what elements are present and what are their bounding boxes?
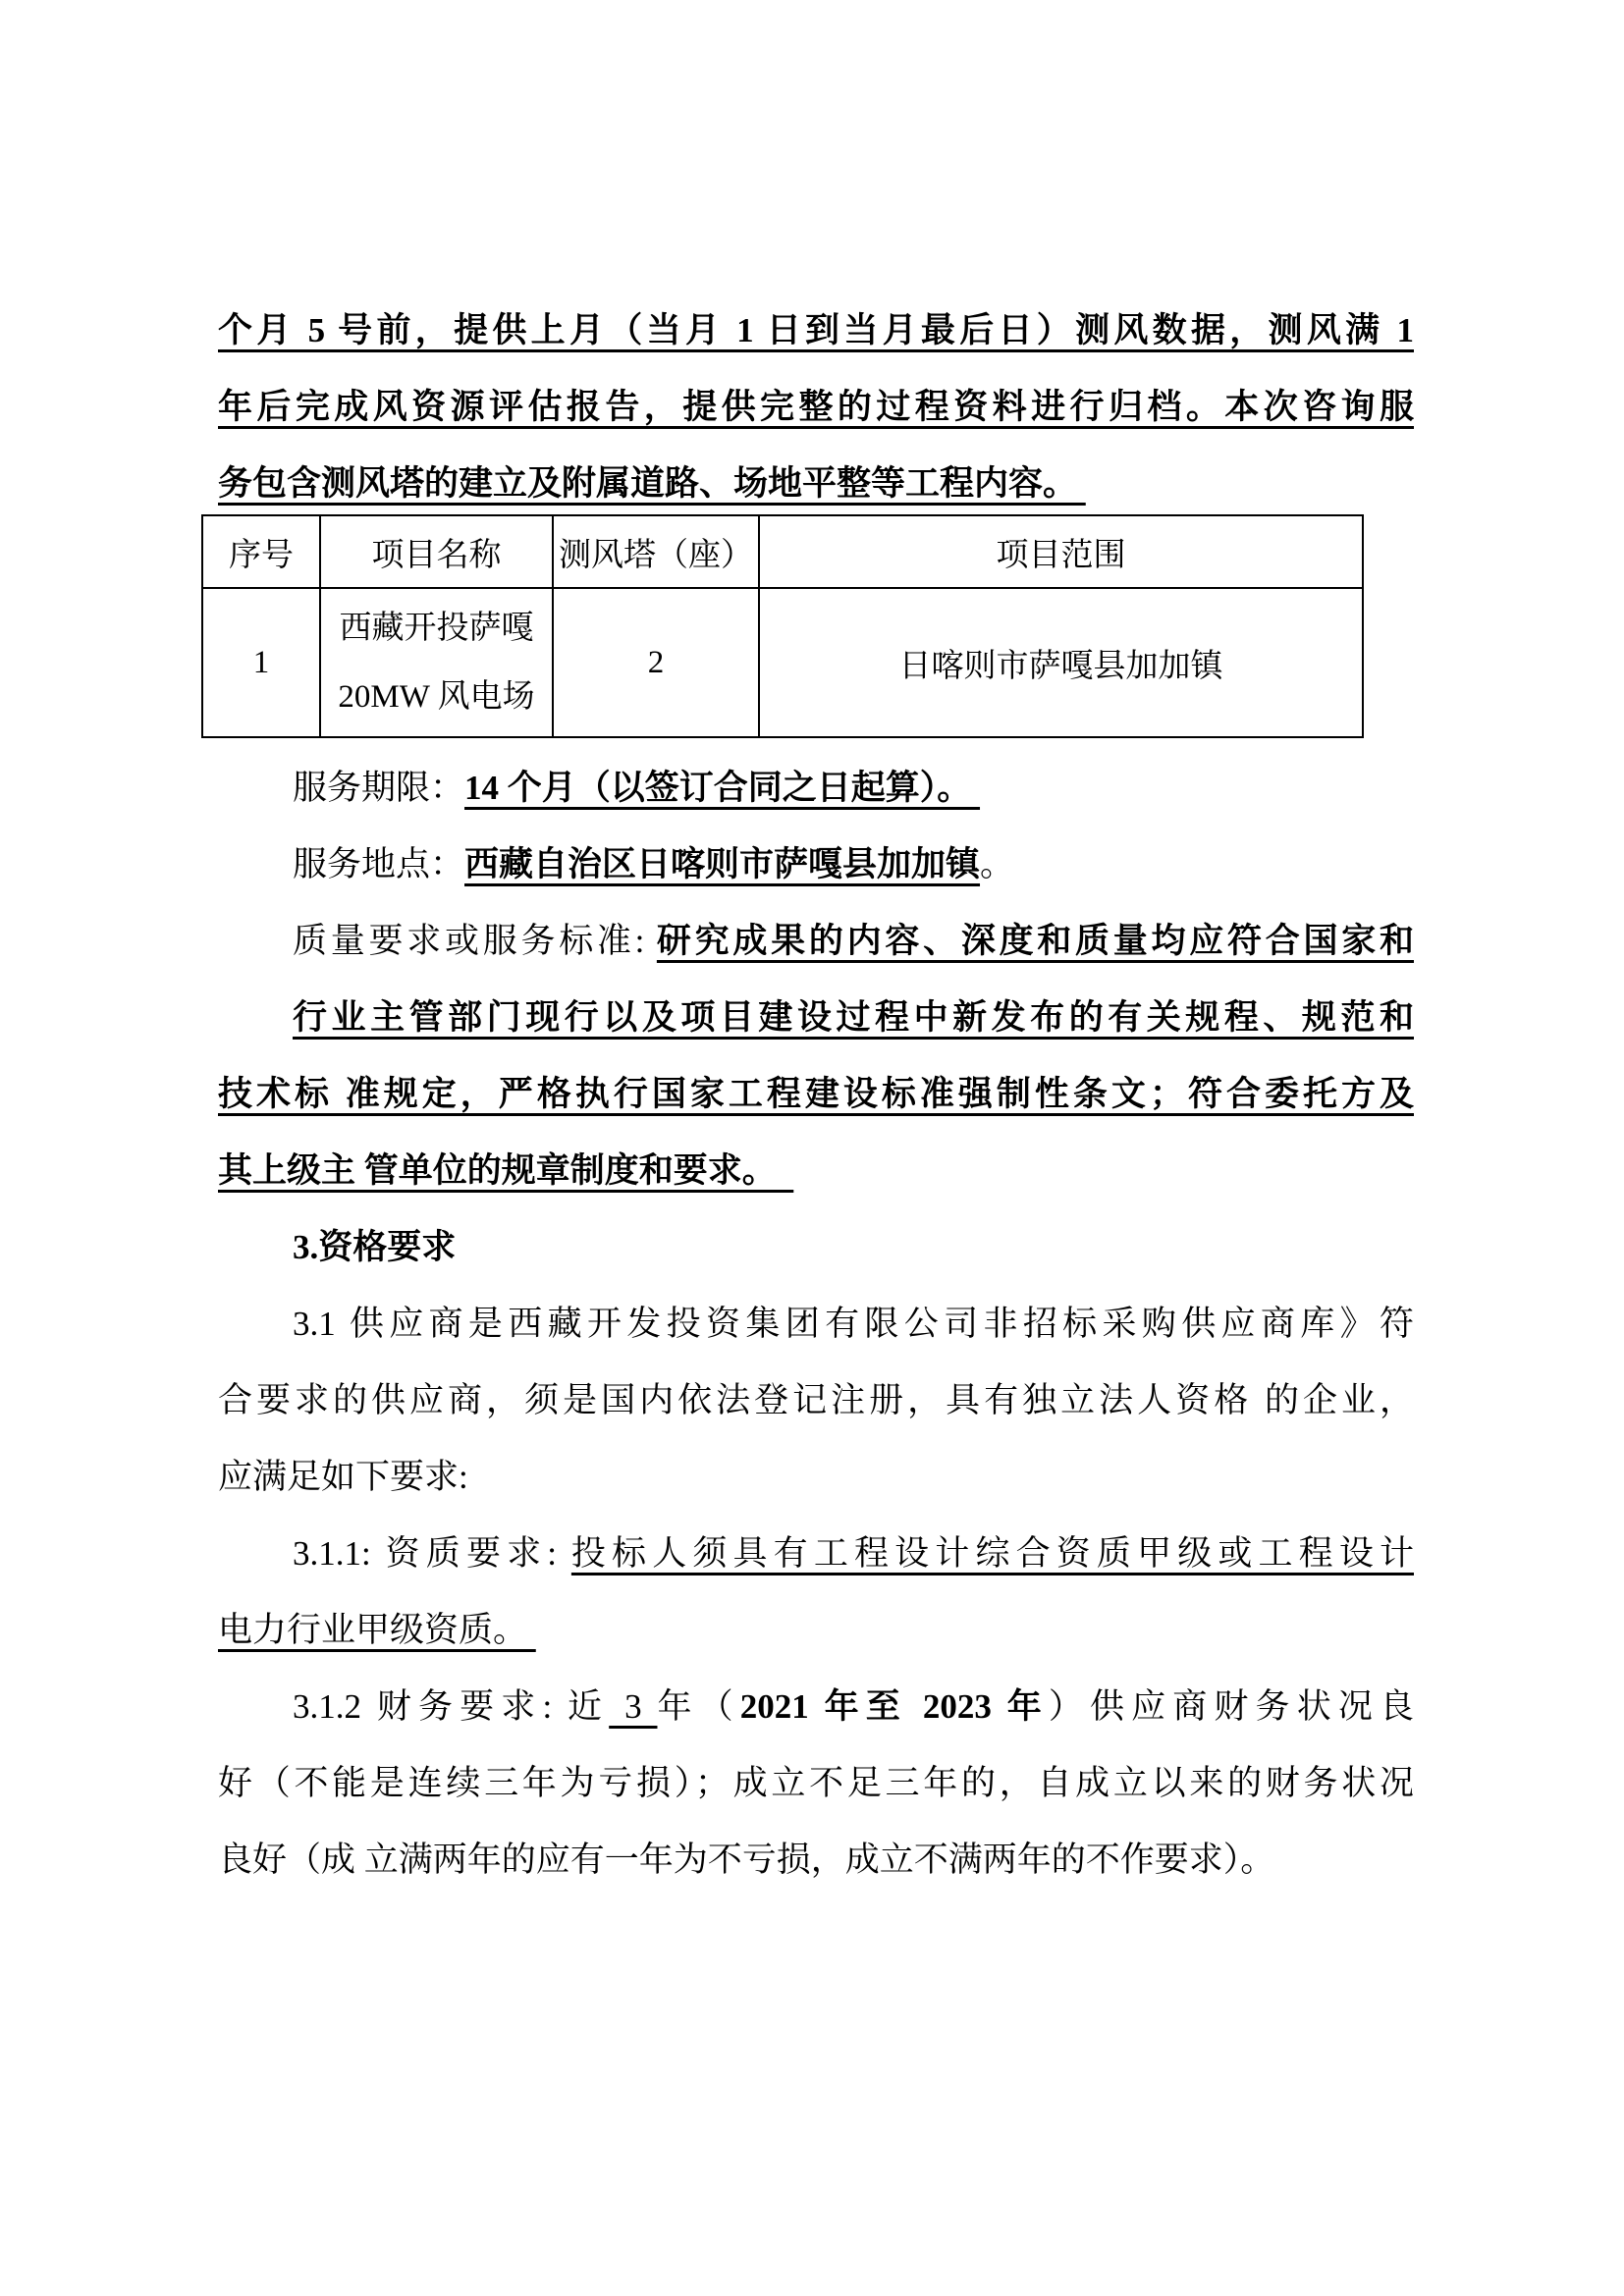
underlined-text-segment: 3 [609, 1687, 658, 1726]
text-line [218, 369, 1414, 446]
text-segment: 。 [980, 845, 1015, 883]
underlined-text-segment: 西藏自治区日喀则市萨嘎县加加镇 [464, 845, 981, 883]
text-segment: 3.1.2 财务要求: 近 [293, 1687, 610, 1726]
underlined-text-segment: 技术标 准规定，严格执行国家工程建设标准强制性条文；符合委托方及 [218, 1075, 1414, 1113]
text-line [218, 903, 1414, 980]
text-line [218, 1209, 1414, 1286]
table-header-project-scope: 项目范围 [759, 515, 1363, 588]
table-row [202, 588, 1363, 737]
text-segment: 服务期限： [293, 769, 465, 807]
text-segment: 好（不能是连续三年为亏损）；成立不足三年的，自成立以来的财务状况 [218, 1764, 1414, 1802]
text-line [218, 1745, 1414, 1822]
text-line [218, 1669, 1414, 1745]
underlined-text-segment: 投标人须具有工程设计综合资质甲级或工程设计 [570, 1534, 1414, 1573]
text-line [218, 446, 1414, 522]
text-segment: 3.1 供应商是西藏开发投资集团有限公司非招标采购供应商库》符 [293, 1305, 1414, 1343]
underlined-text-segment: 电力行业甲级资质。 [218, 1611, 536, 1649]
project-name-line-1: 西藏开投萨嘎 [339, 611, 534, 646]
underlined-text-segment: 行业主管部门现行以及项目建设过程中新发布的有关规程、规范和 [293, 998, 1414, 1037]
underlined-text-segment: 务包含测风塔的建立及附属道路、场地平整等工程内容。 [218, 464, 1086, 503]
table-header-project-name: 项目名称 [320, 515, 553, 588]
underlined-text-segment: 个月 5 号前，提供上月（当月 1 日到当月最后日）测风数据，测风满 1 [218, 311, 1414, 349]
text-line [218, 827, 1414, 903]
text-line [218, 293, 1414, 369]
top-paragraph [218, 293, 1414, 522]
text-segment: 良好（成 立满两年的应有一年为不亏损，成立不满两年的不作要求）。 [218, 1841, 1275, 1879]
text-segment: 服务地点： [293, 845, 465, 883]
table-header-row [202, 515, 1363, 588]
text-segment: 3.资格要求 [293, 1228, 457, 1266]
text-segment: 2021 年至 2023 年 [739, 1687, 1049, 1726]
cell-tower-count: 2 [553, 588, 759, 737]
text-segment: 质量要求或服务标准: [293, 922, 657, 960]
underlined-text-segment: 14 个月（以签订合同之日起算）。 [464, 769, 981, 807]
text-line [218, 750, 1414, 827]
text-segment: 3.1.1: 资质要求: [293, 1534, 571, 1573]
table-header-tower-count: 测风塔（座） [553, 515, 759, 588]
text-line [218, 980, 1414, 1056]
text-line [218, 1439, 1414, 1516]
text-segment: ）供应商财务状况良 [1048, 1687, 1414, 1726]
text-line [218, 1362, 1414, 1439]
text-line [218, 1592, 1414, 1669]
underlined-text-segment: 年后完成风资源评估报告，提供完整的过程资料进行归档。本次咨询服 [218, 388, 1414, 426]
project-table [201, 514, 1364, 738]
cell-project-name [320, 588, 553, 737]
cell-serial: 1 [202, 588, 320, 737]
underlined-text-segment: 研究成果的内容、深度和质量均应符合国家和 [656, 922, 1414, 960]
text-line [218, 1822, 1414, 1898]
text-line [218, 1516, 1414, 1592]
text-line [218, 1286, 1414, 1362]
text-segment: 年（ [657, 1687, 740, 1726]
document-content [218, 293, 1414, 1898]
text-line [218, 1133, 1414, 1209]
bottom-paragraphs [218, 750, 1414, 1898]
text-line [218, 1056, 1414, 1133]
text-segment: 应满足如下要求: [218, 1458, 468, 1496]
text-segment: 合要求的供应商，须是国内依法登记注册，具有独立法人资格 的企业， [218, 1381, 1414, 1419]
project-name-line-2: 20MW 风电场 [338, 679, 535, 715]
cell-project-scope: 日喀则市萨嘎县加加镇 [759, 588, 1363, 737]
table-header-serial: 序号 [202, 515, 320, 588]
underlined-text-segment: 其上级主 管单位的规章制度和要求。 [218, 1151, 794, 1190]
